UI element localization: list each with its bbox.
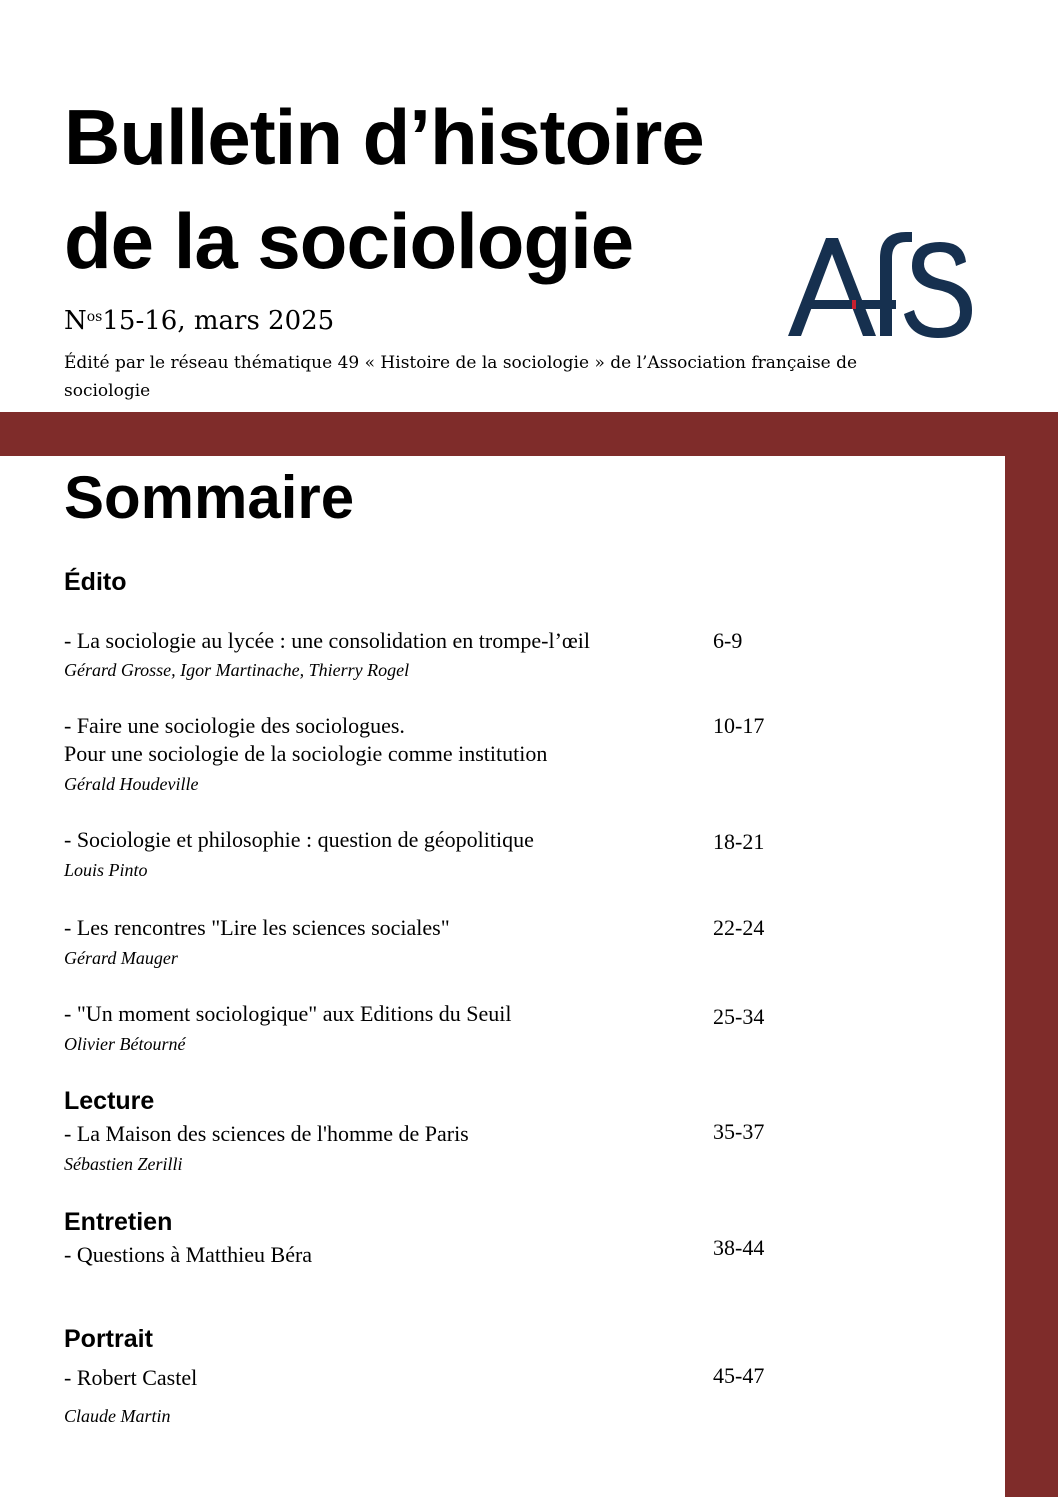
section-heading-portrait: Portrait	[64, 1325, 153, 1353]
toc-item-title[interactable]: - Faire une sociologie des sociologues.	[64, 713, 405, 738]
issue-text: 15-16, mars 2025	[102, 306, 335, 336]
toc-item-title[interactable]: - Sociologie et philosophie : question de géopolitique	[64, 827, 534, 852]
toc-item-author: Gérard Grosse, Igor Martinache, Thierry Rogel	[64, 660, 410, 680]
toc-item-title[interactable]: - Les rencontres "Lire les sciences sociales"	[64, 915, 450, 940]
issue-superscript: os	[86, 309, 103, 325]
afs-logo	[788, 228, 978, 340]
decorative-band-top	[0, 412, 1058, 456]
toc-item-pages: 6-9	[713, 628, 743, 653]
publisher-note: Édité par le réseau thématique 49 « Histoire de la sociologie » de l’Association française de sociologie	[64, 353, 858, 401]
toc-item-pages: 35-37	[713, 1119, 765, 1144]
toc-item-pages: 38-44	[713, 1235, 765, 1260]
toc-item-title[interactable]: - Robert Castel	[64, 1365, 198, 1390]
decorative-band-right	[1005, 412, 1058, 1497]
section-heading-entretien: Entretien	[64, 1208, 173, 1236]
toc-item-author: Olivier Bétourné	[64, 1034, 186, 1054]
toc-item-author: Sébastien Zerilli	[64, 1154, 183, 1174]
issue-number	[64, 308, 334, 334]
toc-item-pages: 10-17	[713, 713, 765, 738]
section-heading-lecture: Lecture	[64, 1087, 155, 1115]
toc-item-title[interactable]: - "Un moment sociologique" aux Editions du Seuil	[64, 1001, 512, 1026]
toc-item-author: Gérard Mauger	[64, 948, 178, 968]
sommaire-heading: Sommaire	[64, 464, 355, 531]
toc-item-title[interactable]: - La sociologie au lycée : une consolidation en trompe-l’œil	[64, 628, 591, 653]
toc-item-pages: 25-34	[713, 1004, 765, 1029]
toc-item-title-continued[interactable]: Pour une sociologie de la sociologie comme institution	[64, 741, 548, 766]
toc-item-title[interactable]: - La Maison des sciences de l'homme de Paris	[64, 1121, 469, 1146]
toc-item-title[interactable]: - Questions à Matthieu Béra	[64, 1242, 313, 1267]
toc-item-author: Claude Martin	[64, 1406, 171, 1426]
toc-item-pages: 45-47	[713, 1363, 765, 1388]
section-heading-edito: Édito	[64, 568, 127, 596]
toc-item-pages: 18-21	[713, 829, 765, 854]
toc-item-author: Gérald Houdeville	[64, 774, 199, 794]
bulletin-title-line1: Bulletin d’histoire	[64, 93, 704, 181]
toc-item-author: Louis Pinto	[64, 860, 148, 880]
bulletin-title-line2: de la sociologie	[64, 197, 634, 285]
toc-item-pages: 22-24	[713, 915, 765, 940]
issue-prefix: N	[64, 306, 87, 336]
